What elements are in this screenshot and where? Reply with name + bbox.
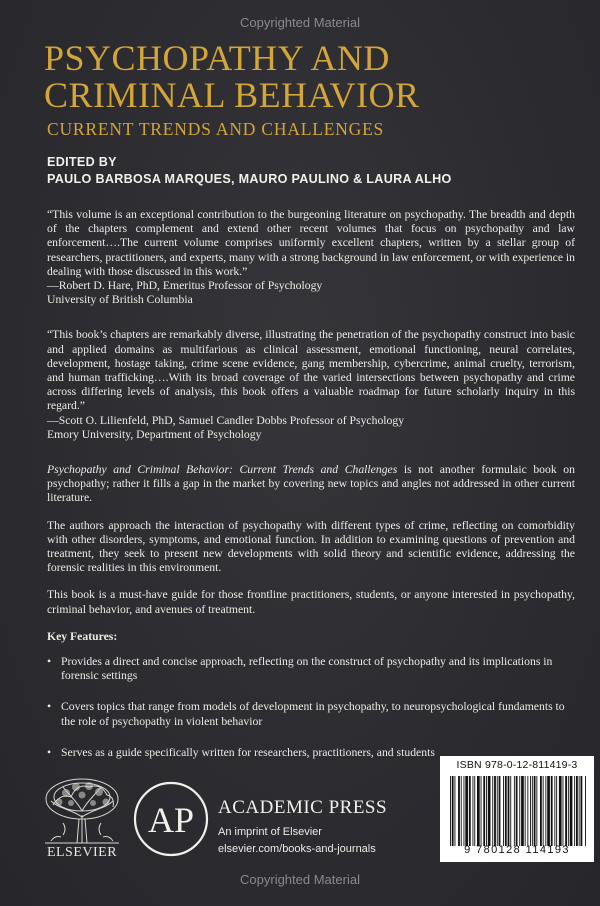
barcode-bar [458,776,460,846]
barcode-bar [540,776,542,846]
barcode-bar [554,776,555,846]
barcode-bar [503,776,504,846]
elsevier-wordmark: ELSEVIER [46,845,118,860]
isbn-label: ISBN 978-0-12-811419-3 [456,759,578,771]
barcode-bar [469,776,471,846]
barcode-bar [532,776,533,846]
endorsement-author-1: —Robert D. Hare, PhD, Emeritus Professor of Psychology [47,279,323,293]
description-paragraph-1 [47,463,575,506]
barcode-bar [536,776,537,846]
barcode-bar [530,776,531,846]
description-paragraph-1-text: is not another formulaic book on psychopathy; rather it fills a gap in the market by covering new topics and angles not addressed in other current literature. [47,463,575,505]
barcode-bar [516,776,518,846]
copyright-watermark-top: Copyrighted Material [240,15,360,30]
barcode-bar [473,776,474,846]
barcode-bar [568,776,569,846]
barcode-bar [525,776,526,846]
endorsement-affiliation-2: Emory University, Department of Psychology [47,427,262,441]
barcode-bar [559,776,562,846]
barcode-bar [488,776,491,846]
key-feature-item [47,655,575,683]
description-paragraph-3: This book is a must-have guide for those frontline practitioners, students, or anyone interested in psychopathy, criminal behavior, and avenues of treatment. [47,588,575,616]
barcode-bar [534,776,536,846]
barcode-icon [448,776,588,846]
ap-monogram: AP [147,800,195,840]
barcode-bar [565,776,567,846]
barcode-bar [464,776,465,846]
barcode-bar [545,776,546,846]
description-paragraph-2: The authors approach the interaction of psychopathy with different types of crime, reflecting on comorbidity with other disorders, symptoms, and emotional function. In addition to examining questions of prevention and treatment, they seek to present new developments with solid theory and scientific evidence, addressing the forensic realities in this environment. [47,518,575,575]
book-title-line-1: PSYCHOPATHY AND [44,38,390,78]
endorsement-text-1: “This volume is an exceptional contribution to the burgeoning literature on psychopathy. The breadth and depth of the chapters complement and extend other recent volumes that focus on psychopathy and law enforcement….The current volume comprises uniformly excellent chapters, written by a stellar group of researchers, practitioners, and experts, many with a strong background in law enforcement, or with experience in dealing with those discussed in this work.” [47,208,576,278]
isbn-barcode-block [440,756,594,862]
academic-press-name: ACADEMIC PRESS [218,797,388,818]
barcode-bar [461,776,462,846]
barcode-bar [581,776,583,846]
barcode-bar [579,776,580,846]
barcode-bar [505,776,507,846]
elsevier-tree-logo-icon [41,775,123,845]
editors-names: PAULO BARBOSA MARQUES, MAURO PAULINO & LAURA ALHO [47,172,452,186]
isbn-digits: 9 780128 114193 [464,844,570,856]
publisher-url: elsevier.com/books-and-journals [218,843,376,855]
academic-press-ap-logo-icon [133,781,209,857]
bullet-icon: • [47,745,52,759]
barcode-bar [492,776,493,846]
endorsement-text-2: “This book’s chapters are remarkably diverse, illustrating the penetration of the psychopathy construct into basic and applied domains as multifarious as clinical assessment, emotional functioning, neural correlates, development, hostage taking, crime scene evidence, gang membership, cybercrime, animal cruelty, terrorism, and human trafficking….With its broad coverage of the varied intersections between psychopathy and crime across differing levels of analysis, this book offers a valuable roadmap for future scholarly inquiry in this regard.” [47,328,575,413]
endorsement-quote-2 [47,328,575,442]
copyright-watermark-bottom: Copyrighted Material [240,872,360,887]
endorsement-author-2: —Scott O. Lilienfeld, PhD, Samuel Candler Dobbs Professor of Psychology [47,413,405,427]
barcode-bar [452,776,454,846]
book-title-line-2: CRIMINAL BEHAVIOR [44,75,420,115]
key-feature-text: Serves as a guide specifically written for researchers, practitioners, and students [61,745,435,759]
key-features-heading: Key Features: [47,629,118,643]
bullet-icon: • [47,700,52,714]
book-subtitle: CURRENT TRENDS AND CHALLENGES [47,119,385,139]
editors-block [47,154,452,188]
barcode-bar [465,776,468,846]
barcode-bar [477,776,480,846]
barcode-bar [474,776,475,846]
barcode-bar [547,776,550,846]
barcode-bar [483,776,485,846]
barcode-bar [450,776,451,846]
key-feature-text: Provides a direct and concise approach, reflecting on the construct of psychopathy and its implications in forensic settings [61,655,553,683]
barcode-bar [563,776,564,846]
key-feature-item [47,700,575,728]
barcode-bar [510,776,511,846]
barcode-bar [494,776,496,846]
barcode-bar [514,776,515,846]
barcode-bar [574,776,575,846]
barcode-bar [527,776,528,846]
barcode-bar [499,776,501,846]
description-book-title: Psychopathy and Criminal Behavior: Current Trends and Challenges [47,463,398,477]
back-cover-body [47,208,575,777]
editors-label: EDITED BY [47,155,117,169]
barcode-bar [556,776,557,846]
barcode-bar [455,776,456,846]
academic-press-imprint: An imprint of Elsevier [218,826,322,838]
barcode-bar [521,776,524,846]
barcode-bar [519,776,520,846]
book-title [44,40,564,114]
bullet-icon: • [47,655,52,669]
barcode-bar [551,776,553,846]
barcode-bar [570,776,573,846]
barcode-bar [508,776,510,846]
endorsement-affiliation-1: University of British Columbia [47,293,193,307]
barcode-bar [481,776,482,846]
key-feature-text: Covers topics that range from models of development in psychopathy, to neuropsychological fundaments to the role of psychopathy in violent behavior [61,700,565,728]
barcode-bar [543,776,544,846]
barcode-bar [576,776,578,846]
barcode-bar [497,776,498,846]
endorsement-quote-1 [47,208,575,307]
barcode-bar [585,776,586,846]
barcode-bar [486,776,487,846]
